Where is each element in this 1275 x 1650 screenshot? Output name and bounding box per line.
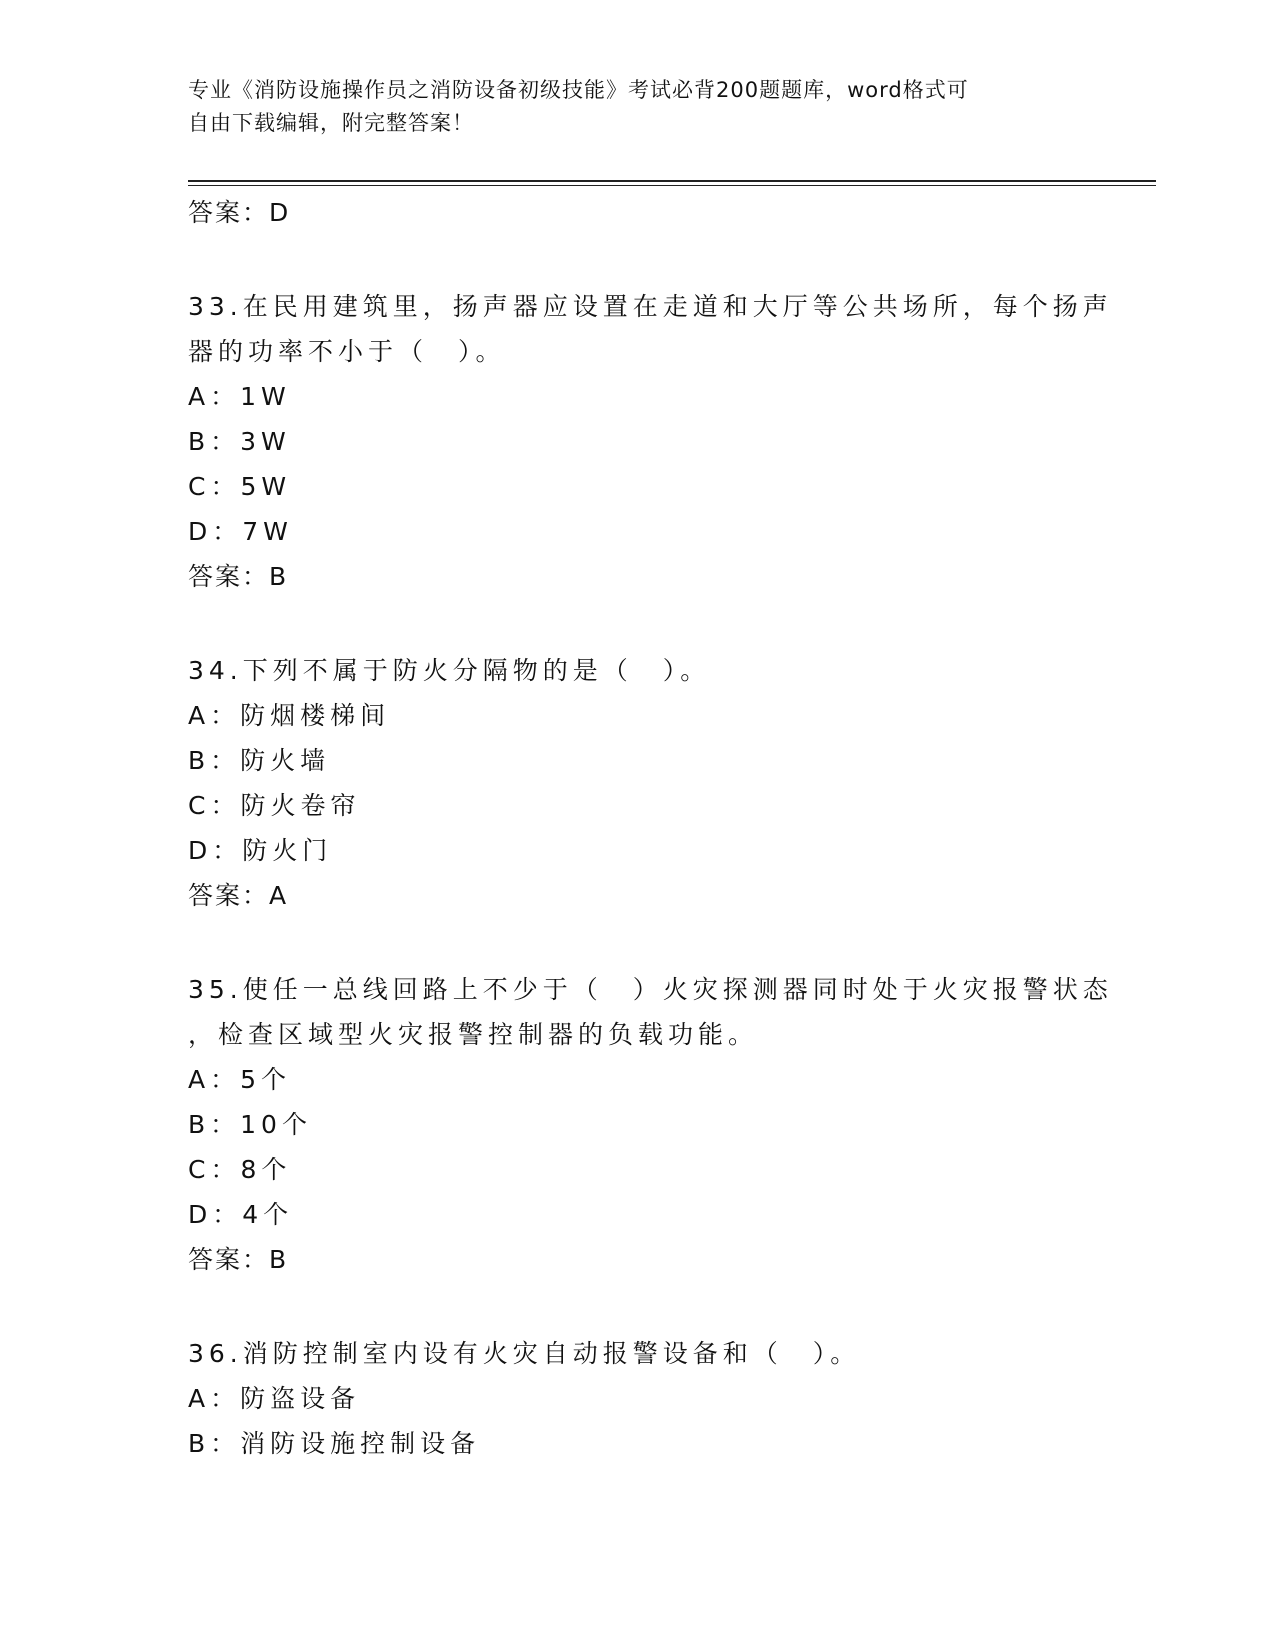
document-header: [188, 74, 1068, 140]
answer: 答案：A: [188, 881, 289, 910]
question-text-line: 35.使任一总线回路上不少于（ ）火灾探测器同时处于火灾报警状态: [188, 975, 1113, 1004]
option-c: C：8个: [188, 1155, 292, 1184]
option-c: C：防火卷帘: [188, 791, 361, 820]
header-line-2: 自由下载编辑，附完整答案！: [188, 111, 474, 135]
question-text-line: 36.消防控制室内设有火灾自动报警设备和（ ）。: [188, 1339, 861, 1368]
question-text-line: 34.下列不属于防火分隔物的是（ ）。: [188, 656, 711, 685]
question-33: [188, 284, 1113, 600]
question-36: [188, 1331, 1088, 1466]
option-a: A：防烟楼梯间: [188, 701, 391, 730]
header-divider: [188, 180, 1156, 182]
option-a: A：1W: [188, 382, 291, 411]
question-text-line: 33.在民用建筑里，扬声器应设置在走道和大厅等公共场所，每个扬声: [188, 292, 1113, 321]
option-d: D：7W: [188, 517, 293, 546]
option-d: D：防火门: [188, 836, 333, 865]
question-list: [188, 190, 1113, 1466]
option-d: D：4个: [188, 1200, 294, 1229]
option-b: B：10个: [188, 1110, 312, 1139]
question-35: [188, 967, 1113, 1283]
question-text-line: 器的功率不小于（ ）。: [188, 337, 506, 366]
option-c: C：5W: [188, 472, 292, 501]
option-b: B：3W: [188, 427, 291, 456]
option-b: B：消防设施控制设备: [188, 1429, 481, 1458]
answer: 答案：B: [188, 562, 289, 591]
answer: 答案：B: [188, 1245, 289, 1274]
option-a: A：防盗设备: [188, 1384, 361, 1413]
question-text-line: ，检查区域型火灾报警控制器的负载功能。: [188, 1020, 759, 1049]
header-line-1: 专业《消防设施操作员之消防设备初级技能》考试必背200题题库，word格式可: [188, 78, 969, 102]
header-divider-thin: [188, 185, 1156, 186]
question-34: [188, 648, 1088, 919]
previous-answer: 答案：D: [188, 198, 291, 227]
option-a: A：5个: [188, 1065, 292, 1094]
option-b: B：防火墙: [188, 746, 331, 775]
